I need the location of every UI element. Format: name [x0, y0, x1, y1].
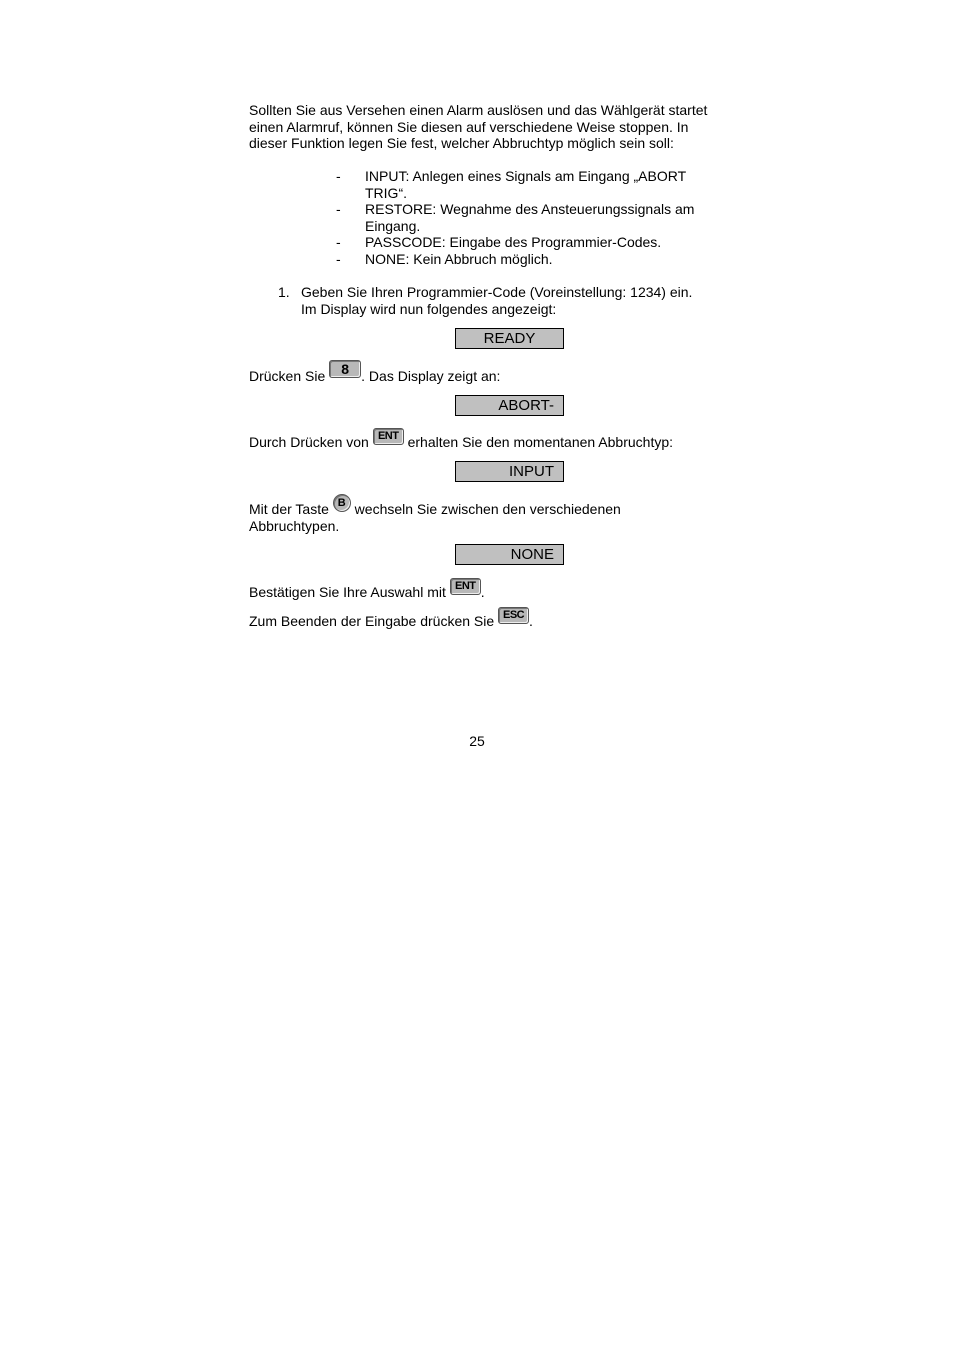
list-item [336, 251, 716, 268]
bullet-dash: - [336, 250, 341, 267]
para-text: . Das Display zeigt an: [361, 368, 501, 384]
para-text: wechseln Sie zwischen den verschiedenen [350, 501, 621, 517]
para-text: . [529, 613, 533, 629]
list-item [336, 168, 716, 201]
para-text: Drücken Sie [249, 368, 330, 384]
para-text: Zum Beenden der Eingabe drücken Sie [249, 613, 499, 629]
abort-type-list [336, 168, 716, 267]
para-text: . [480, 584, 485, 600]
esc-key-icon: ESC [498, 607, 529, 624]
step-number: 1. [278, 284, 290, 300]
display-text: READY [483, 330, 536, 347]
b-key-icon: B [333, 494, 351, 512]
press-b-paragraph [249, 497, 621, 534]
display-text: ABORT- [498, 397, 554, 414]
confirm-paragraph [249, 580, 485, 601]
lcd-display-abort [455, 395, 564, 416]
press-ent-paragraph [249, 430, 674, 451]
press-8-paragraph [249, 361, 501, 385]
para-text: Bestätigen Sie Ihre Auswahl mit [249, 584, 450, 600]
list-item-text: RESTORE: Wegnahme des Ansteuerungssignals am Eingang. [365, 201, 695, 234]
bullet-dash: - [336, 234, 341, 250]
page-number: 25 [469, 733, 485, 749]
intro-paragraph: Sollten Sie aus Versehen einen Alarm auslösen und das Wählgerät startet einen Alarmruf, können Sie diesen auf verschiedene Weise stoppen. In dieser Funktion legen Sie fest, welcher Abbruchtyp möglich sein soll: [249, 102, 708, 151]
step-text: Geben Sie Ihren Programmier-Code (Voreinstellung: 1234) ein. Im Display wird nun folgendes angezeigt: [301, 284, 693, 317]
list-item-text: PASSCODE: Eingabe des Programmier-Codes. [365, 234, 662, 250]
display-text: NONE [510, 546, 554, 563]
ent-key-icon: ENT [450, 578, 481, 595]
para-text: Abbruchtypen. [249, 517, 340, 534]
list-item [336, 201, 716, 234]
ent-key-icon: ENT [373, 428, 404, 445]
lcd-display-none [455, 544, 564, 565]
para-text: Mit der Taste [249, 501, 333, 517]
para-text: Durch Drücken von [249, 434, 373, 450]
key-8-icon: 8 [329, 360, 361, 378]
para-text: erhalten Sie den momentanen Abbruchtyp: [403, 434, 674, 450]
bullet-dash: - [336, 168, 341, 184]
list-item [336, 234, 716, 251]
list-item-text: INPUT: Anlegen eines Signals am Eingang „ABORT TRIG“. [365, 168, 686, 201]
display-text: INPUT [509, 463, 554, 480]
lcd-display-ready [455, 328, 564, 349]
list-item-text: NONE: Kein Abbruch möglich. [365, 250, 553, 267]
lcd-display-input [455, 461, 564, 482]
exit-paragraph [249, 609, 533, 630]
bullet-dash: - [336, 201, 341, 217]
